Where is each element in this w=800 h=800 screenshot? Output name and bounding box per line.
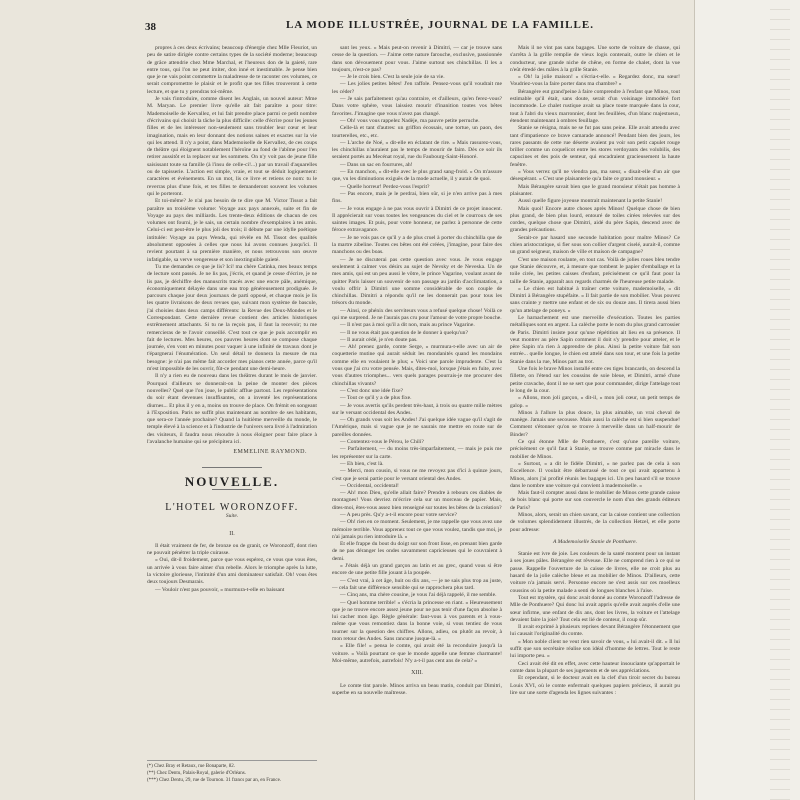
paragraph: — Je le crois bien. C'est la seule joie de sa vie.: [340, 74, 445, 81]
column-1: [147, 45, 317, 785]
paragraph: Stanie est ivre de joie. Les couleurs de la santé montent pour un instant à ses joues pâles. Bérangère est rêveuse. Elle ne comprend rien à ce qui se passe. Rappelle l'ouverture de la caisse de livres, elle ne croit plus au hasard de la jolie calèche bleue et au mobilier de Minos. D'ailleurs, cette voiture n'a jamais servi. Personne encore ne s'est assis sur ces moelleux coussins où la petite malade a senti de longues blanches à l'aise.: [510, 551, 680, 594]
divider: [202, 467, 262, 468]
paragraph: — C'est vrai, à cet âge, huit ou dix ans, — je ne sais plus trop au juste, — cela fait une différence sensible qui se rapprochera plus tard.: [332, 577, 502, 591]
paragraph: — Ah! mon Dieu, qu'elle allait faire? Prendre à rebours ces diables de montagnes! Vous devriez m'écrire cela sur un morceau de papier. Mais, dites-moi, êtes-vous assez bien renseigné sur toutes les bêtes de la création?: [332, 490, 502, 511]
paragraph: — Il n'est pas à moi qu'il a dit non, mais au prince Vagarine.: [340, 322, 475, 329]
paragraph: — Parfaitement, — du moins très-imparfaitement, — mais je puis me les représenter sur la carte.: [332, 446, 502, 460]
story-subtitle: Suite.: [225, 513, 239, 520]
paragraph: — Eh bien, c'est là.: [340, 460, 384, 467]
column-2: [332, 45, 502, 785]
paragraph: — L'arche de Noé, » dit-elle en éclatant de rire. « Mais rassurez-vous, les chinchillas n'auraient pas le temps de mourir de faim. Dès ce soir ils seraient portés au Mecénat royal, rue du Faubourg-Saint-Honoré.: [332, 139, 502, 161]
paragraph: — Quel homme terrible! » s'écria la princesse en riant. « Heureusement que je ne trouve encore assez jeune pour ne pas tenir d'une façon absolue à lui cacher mon âge. Règle générale: faut-vous à vos parents et à vous-même que vous remontiez dans la bonne voie, si vous tentiez de vous tourner sur la question des chiffres. Allons, adieu, ou plutôt au revoir, à mon retour des Andes. Sans rancune jusque-là. »: [332, 599, 502, 643]
footnote: (**) Chez Dentu, Palais-Royal, galerie d'Orléans.: [147, 771, 246, 776]
paragraph: « Surtout, » a dit le fidèle Dimitri, « ne parlez pas de cela à son Excellence. Il voulait être débarrassé de tout ce qui avait appartenu à Minos, alors j'ai profité réunis les bagages ici. Un peu hasard s'il se trouve dans le nombre une voiture qui convient à mademoiselle. »: [510, 460, 680, 489]
paragraph: Ce qui étonne Mlle de Ponthuere, c'est qu'une pareille voiture, précisément ce qu'il faut à Stanie, se trouve comme par miracle dans le mobilier de Minos.: [510, 439, 680, 460]
paragraph: Minos, alors, serait un chien savant, car la caisse contient une collection de volumes splendidement illustrés, de la collection Hetzel, et elle porte pour adresse:: [510, 512, 680, 533]
paragraph: « Mon noble client ne veut rien savoir de vous, » lui avait-il dit. « Il lui suffit que son secrétaire réalise son idéal d'homme de lettres. Tout le reste lui importe peu. »: [510, 638, 680, 660]
paragraph: Et cependant, si le docteur avait en la clef d'un tiroir secret du bureau Louis XVI, où le comte enfermait quelques papiers précieux, il aurait pu lire sur une sorte d'agenda les lignes suivantes :: [510, 675, 680, 696]
paragraph: C'est une maison roulante, en tout cas. Voilà de jolies roues bleu tendre que Stanie découvre, et, à mesure que tombent le papier d'emballage et la toile cirée, les petites caisses d'enfant, précisément ce qu'il faut pour la taille de Stanie, apparaît aux regards charmés de l'heureuse petite malade.: [510, 256, 680, 285]
address-line: A Mademoiselle Stanie de Ponthuere.: [552, 538, 638, 545]
paragraph: propres à ces deux écrivains; beaucoup d'énergie chez Mlle Fleuriot, un peu de satire dirigée contre certains types de la société moderne; beaucoup de grâce attendrie chez Mme Marchal, et l'heureux don de la gaieté, rare entre tous, qui l'on ne peut imiter, don inné et inestimable. Je pense bien que je ne vais point commettre la maladresse de te raconter ces volumes, ce serait compromettre le plaisir et le profit que tes filles trouveront à cette lecture, et que tu y prendras toi-même.: [147, 45, 317, 95]
paragraph: « Vous verrez qu'il ne viendra pas, ma sœur, » disait-elle d'un air que désespérant. « C'est une plaisanterie qu'a faite ce grand monsieur. »: [510, 169, 680, 183]
paragraph: — En manchon, » dit-elle avec le plus grand sang-froid. « On m'assure que, vu les diminutions exiguës de la mode actuelle, il y aurait de quoi.: [332, 169, 502, 183]
chapter-number: XIII.: [411, 670, 423, 677]
paragraph: — Les jolies petites bêtes! J'en raffole. Pensez-vous qu'il voudrait me les céder?: [332, 81, 502, 95]
paragraph: — Je vous engage à ne pas vous ouvrir à Dimitri de ce projet innocent. Il apprécierait sur vous toutes les vengeances du ciel et le courroux de ses saintes images. Et puis, pour votre honneur, ne parlez à personne de cette féroce extravagance.: [332, 205, 502, 234]
paragraph: « Le chien est habitué à traîner cette voiture, mademoiselle, » dit Dimitri à Bérangère stupéfaite. « Il fait partie de son mobilier. Vous pouvez sans crainte y mettre une enfant et de six ou douze ans. Il tirera aussi bien qu'un attelage de poneys. »: [510, 285, 680, 314]
paragraph: Il était vraiment de fer, de bronze ou de granit, ce Woronzoff, dont rien ne pouvait pénétrer la triple cuirasse.: [147, 542, 317, 557]
paragraph: « Elle file! » pensa le comte, qui avait été la reconduire jusqu'à la voiture. « Voilà pourtant ce que le monde appelle une femme charmante! Moi-même, autrefois, autrefois! N'y a-t-il pas cent ans de cela? »: [332, 643, 502, 664]
chapter-number: II.: [229, 530, 235, 537]
paragraph: — Oh! rien en ce moment. Seulement, je me rappelle que vous avez une mémoire terrible. Vous apprenez tout ce que vous voulez, tandis que moi, je n'ai jamais pu rien introduire là. »: [332, 519, 502, 540]
paragraph: Mais faut-il compter aussi dans le mobilier de Minos cette grande caisse de bois blanc qui porte sur son couvercle le nom d'un des grands éditeurs de Paris?: [510, 490, 680, 511]
paragraph: Stanie se résigna, mais ne se fut pas sans peine. Elle avait attendu avec tant d'impatience ce brave camarade annoncé! Pendant bien des jours, les rares passants de cette rue déserte avaient pu voir son petit capulet rouge briller comme un coquelicot entre les stores verdoyants des volubilis, des capucines et des pois de senteur, qui encadraient gracieusement la haute fenêtre.: [510, 125, 680, 168]
paragraph: Il n'y a rien eu de nouveau dans les théâtres durant le mois de janvier. Pourquoi d'ailleurs se donnerait-on la peine de monter des pièces nouvelles? Quel que l'on joue, le public afflue partout. Les représentations du soir étant devenues insuffisantes, on a inventé les représentations diurnes... Et plus il y en a, moins on trouve de place. On frémit en songeant à l'Exposition. Paris ne suffit plus maintenant au nombre de ses habitants, que sera-ce l'année prochaine? Quand la huitième merveille du monde, le temple élevé à la science et à l'industrie de l'univers sera livré à l'admiration des visiteurs, il faudra nous résoudre à nous éloigner pour faire place à l'avalanche humaine qui se précipitera ici.: [147, 373, 317, 446]
paragraph: Celle-là et tant d'autres: un griffon écossais, une tortue, un paon, des tourterelles, etc., etc.: [332, 125, 502, 139]
paragraph: — Dans un sac en fourrures, ah!: [340, 161, 413, 168]
paragraph: Il avait exprimé à plusieurs reprises devant Bérangère l'étonnement que lui causait l'originalité du comte.: [510, 624, 680, 638]
paragraph: Ceci avait été dit en effet, avec cette hauteur insouciante qu'apportait le comte dans la plupart de ses jugements et de ses appréciations.: [510, 660, 680, 674]
paragraph: — Je sais parfaitement qu'au contraire, et d'ailleurs, qu'en ferez-vous? Dans votre sphère, vous laissiez mourir d'inanition toutes vos bêtes favorites. J'imagine que vous n'avez pas changé.: [332, 96, 502, 117]
paragraph: — Je vous avertis qu'ils perdent très-haut, à trois ou quatre mille mètres sur le versant occidental des Andes.: [332, 402, 502, 416]
paragraph: — Oh! vous vous rappelez Nadèje, ma pauvre petite perruche.: [340, 117, 480, 124]
paragraph: Mais il ne vint pas sans bagages. Une sorte de voiture de chasse, qui s'arrêta à la grille remplie de vieux logis contenait, outre le chien et le conducteur, une grande niche de chêne, en forme de chalet, dont la vue n'eût étredé des mâles à la grille Stanie.: [510, 45, 680, 73]
paragraph: Mais quoi! Encore autre choses après Minos! Quelque chose de bien plus grand, de bien plus lourd, entouré de toiles cirées relevées sur des cordes, quelque chose que Dimitri, aidé du père Sapin, descend avec de grandes précautions.: [510, 205, 680, 234]
paragraph: Serait-ce par hasard une seconde habitation pour maître Minos? Ce chien aristocratique, si fier sous son collier d'argent ciselé, aurait-il, comme un grand seigneur, maison de ville et maison de campagne?: [510, 234, 680, 256]
page-edge-texture: [770, 0, 790, 800]
page-number: 38: [145, 21, 156, 33]
paragraph: — Merci, mon cousin, si vous ne me revoyez pas d'ici à quinze jours, c'est que je serai partie pour le versant oriental des Andes.: [332, 468, 502, 482]
paragraph: Et toi-même? Je n'ai pas besoin de te dire que M. Victor Tissot a fait paraître un troisième volume: Voyage aux pays annexés, suite et fin de Voyage au pays des milliards. Les trente-deux éditions de chacun de ces volumes ont fourni, je le sais, un certain nombre d'exemplaires à tes amis. Celui-ci est peut-être le plus joli des trois; il débute par une idylle poétique intitulée: Voyage au pays Wenda, qui révèle en M. Tissot des qualités absolument opposées à celles que nous lui avons connues jusqu'ici. Il revient pourtant à sa première manière, et nous retrouvons son œuvre infatigable, sa verve vengeresse et son inextinguible gaieté.: [147, 198, 317, 263]
footnote: (***) Chez Dentu, 29, rue de Tournon. 31 francs par an, en France.: [147, 778, 282, 783]
paragraph: — Vouloir n'est pas pouvoir, » murmura-t-elle en baissant: [155, 586, 285, 593]
paragraph: Le comte tint parole. Minos arriva un beau matin, conduit par Dimitri, superbe en sa nouvelle maîtresse.: [332, 682, 502, 696]
paragraph: — Il aurait cédé, je n'en doute pas.: [340, 336, 418, 343]
paragraph: Mais Bérangère savait bien que le grand monsieur n'était pas homme à plaisanter.: [510, 183, 680, 197]
paragraph: Et elle frappe du bout du doigt sur son front lisse, en prenant bien garde de ne pas déranger les ondes savamment capricieuses qui le couvraient à demi.: [332, 541, 502, 562]
page-header: [145, 17, 690, 37]
paragraph: Minos à l'allure la plus douce, la plus aimable, un vrai cheval de manège. Jamais une secousse. Mais aussi la calèche est si bien suspendue! Comment s'étonner qu'on se trouve à merveille dans un half-mourir de Binder?: [510, 409, 680, 438]
divider: [212, 489, 252, 490]
paragraph: — Ainsi, ce phénix des serviteurs vous a refusé quelque chose! Voilà ce qui me surprend. Je ne l'aurais pas cru pour l'amour de votre propre bouche.: [332, 307, 502, 321]
footnote: (*) Chez Bray et Retaux, rue Bonaparte, 82.: [147, 764, 236, 769]
paragraph: — Occidental, occidental!: [340, 482, 399, 489]
paragraph: — Oh grands vous soit les Andes! J'ai quelque idée vague qu'il s'agit de l'Amérique, mais si vague que je ne saurais me mettre en route sur de pareilles données.: [332, 417, 502, 438]
story-title: L'HOTEL WORONZOFF.: [165, 501, 299, 513]
paragraph: « Oui, dit-il froidement, parce que vous espérez, ce vous que vous êtes, un arrivée à vous faire aimer d'un rebelle. Alors le triomphe après la lutte, la victoire glorieuse, l'intimité d'un ami dominateur satisfait. Oh! vous êtes deux toujours Desmarais.: [147, 557, 317, 586]
page-fold: [694, 0, 695, 800]
column-3: [510, 45, 680, 785]
paragraph: — Contentez-vous le Pérou, le Chili?: [340, 439, 424, 446]
paragraph: — Tout ce qu'il y a de plus fixe.: [340, 395, 412, 402]
paragraph: — Je ne discuterai pas cette question avec vous. Je vous engage seulement à calmer vos désirs au sujet de Nevsky et de Neveska. Un de mes amis, qui est un peu aussi le vôtre, le prince Vagarine, voulant avant de quitter Paris laisser un souvenir de son passage au jardin d'acclimatation, a voulu offrir à Dimitri une somme considérable de son couple de chinchillas. Dimitri a répondu qu'il ne les donnerait pas pour tous les trésors du monde.: [332, 256, 502, 307]
paragraph: Une fois le brave Minos installé entre ces tiges brancards, on descend la fillette, on l'étend sur les coussins de soie bleue, et Dimitri, armé d'une petite cravache, dont il ne se sert que pour commander, dirige l'attelage tout le long de la cour.: [510, 366, 680, 394]
paragraph: — Je ne vois pas ce qu'il y a de plus cruel à porter du chinchilla que de la martre zibeline. Toutes ces bêtes ont été créées, j'imagine, pour faire des manchons ou des boas.: [332, 234, 502, 256]
running-title: LA MODE ILLUSTRÉE, JOURNAL DE LA FAMILLE.: [286, 19, 594, 31]
paragraph: « J'étais déjà un grand garçon au latin et au grec, quand vous si être encore de une petite fille jouant à la poupée.: [332, 563, 502, 577]
paragraph: — C'est donc une idée fixe?: [340, 387, 403, 394]
paragraph: « Oh! la jolie maison! » s'écria-t-elle. « Regardez donc, ma sœur! Voudriez-vous la faire porter dans ma chambre? »: [510, 74, 680, 88]
paragraph: — Pas encore, mais je le perdrai, bien sûr, si je n'en arrive pas à mes fins.: [332, 190, 502, 205]
paragraph: — Ah! prenez garde, comte Serge, » murmura-t-elle avec un air de coquetterie mutine qui aurait séduit les mondanités quand les mondains comme elle en voulaient le plus; « Voici une parole imprudente. C'est la vous que j'ai cru votre pensée. Mais, dites-moi, lorsque j'étais en fuite, avec vous d'autres triomphes... vers quels parages pourrais-je me procurer des chinchillas vivants?: [332, 344, 502, 387]
author-signature: EMMELINE RAYMOND.: [233, 449, 307, 456]
paragraph: « Allons, mon joli garçon, » dit-il, « mon joli cœur, un petit temps de galop. »: [510, 395, 680, 409]
paragraph: Je vais t'introduire, comme disent les Anglais, un nouvel auteur: Mme M. Maryan. Le premier livre qu'elle ait fait paraître a pour titre: Mademoiselle de Kervallez, et lui fait prendre place parmi ce petit nombre d'écrivains qui choisit la tâche la plus difficile: celle d'écrire pour les jeunes filles et de les intéresser non-seulement sans troubler leur cœur et leur imagination, mais en leur donnant des notions saines et exactes sur la vie qui les attend. Il n'y a point, dans Mademoiselle de Kervallez, de ces coups de théâtre qui éloignent notablement l'héroïne au fond de l'abîme pour l'en retirer aussitôt et la replacer sur les sommets. On n'y voit pas de jeune fille saisissant toute sa famille (à l'insu de celle-ci!...) par un travail d'aquarelles ou de tapisserie. L'action est simple, vraie, et tout se déduit logiquement: caractères et événements. En un mot, lis ce livre et retiens ce nom: tu le reverras plus d'une fois, et tes filles te demanderont souvent les volumes qui le porteront.: [147, 96, 317, 197]
paragraph: — Cinq ans, ma chère cousine, je vous l'ai déjà rappelé, il me semble.: [340, 592, 497, 599]
paragraph: — Quelle horreur! Perdez-vous l'esprit?: [340, 183, 430, 190]
paragraph: Tout est mystère, qui donc avait donné au comte Woronzoff l'adresse de Mlle de Ponthuere? Qui donc lui avait appris qu'elle avait auprès d'elle une sœur infirme, une enfant de dix ans, dont les livres, la voiture et l'attelage devaient faire la joie? Tout cela est lié de conteur, il coup sûr.: [510, 594, 680, 623]
paragraph: — A peu près. Qu'y a-t-il encore pour votre service?: [340, 512, 457, 518]
paragraph: Aussi quelle figure joyeuse montrait maintenant la petite Stanie!: [518, 198, 663, 205]
paragraph: — Il ne vous était pas question de le donner à quelqu'un?: [340, 329, 468, 336]
footnotes: [147, 760, 317, 784]
paragraph: Bérangère eut grand'peine à faire comprendre à l'enfant que Minos, tout estimable qu'il était, sans doute, serait d'un voisinage immodéré fort incommode. Le chalet rustique avait sa place toute marquée dans la cour, tout à l'abri du vieux marronnier, dont les feuillées, d'un blanc majestueux, étendent maintenant à ombres feuillage.: [510, 88, 680, 124]
section-title: NOUVELLE.: [184, 473, 280, 489]
paragraph: Le harnachement est une merveille d'exécution. Toutes les parties métalliques sont en argent. La calèche porte le nom du plus grand carrossier de Paris. Dimitri insiste pour qu'une répétition ait lieu en sa présence. Il veut montrer au père Sapin comment il doit s'y prendre pour atteler, et le père Sapin n'a rien à apprendre de plus. Ainsi la petite voiture fait son entrée... quelle longue, le chien est attelé dans son tour, et une fois la petite Stanie dans la rue, Minos part au trot.: [510, 314, 680, 365]
paragraph: sant les yeux. « Mais peut-on revenir à Dimitri, — car je trouve sans cesse de la question. — J'aime cette nature farouche, exclusive, passionnée dans son dévouement pour vous. J'aime surtout ses chinchillas. Il les a toujours, n'est-ce pas?: [332, 45, 502, 73]
paragraph: Tu me demandes ce que je lis? Ici! ma chère Catinka, mes beaux temps de lecture sont passés. Je ne lis pas, j'écris, et quand je cesse d'écrire, je ne lis pas, je déchiffre des manuscrits tracés avec une encre pâle, anémique, économiquement délayée dans une eau trop généreusement prodiguée. Je parcours chaque jour deux journaux de parti opposé, et chaque mois je lis les quatre livraisons de deux revues que, suivant mon système de bascule, j'ai choisies dans deux camps différents: la Revue des Deux-Mondes et le Correspondant. Cette dernière revue contient des articles historiques extrêmement attachants. Si tu ne la reçois pas, il faut la recevoir; tu me remercieras de te l'avoir conseillé. C'est tout ce que je puis accomplir en fait de lectures. Mes heures, ces pauvres heures dont se compose chaque journée, s'en vont en minutes pour vaquer à une infinité de travaux dont je t'épargnerai l'énumération. Un seul détail te donnera la mesure de ma besogne: je n'ai pas même fait accorder mes pianos cette année, parce qu'il m'est impossible de les ouvrir, fût-ce pendant une demi-heure.: [147, 263, 317, 373]
